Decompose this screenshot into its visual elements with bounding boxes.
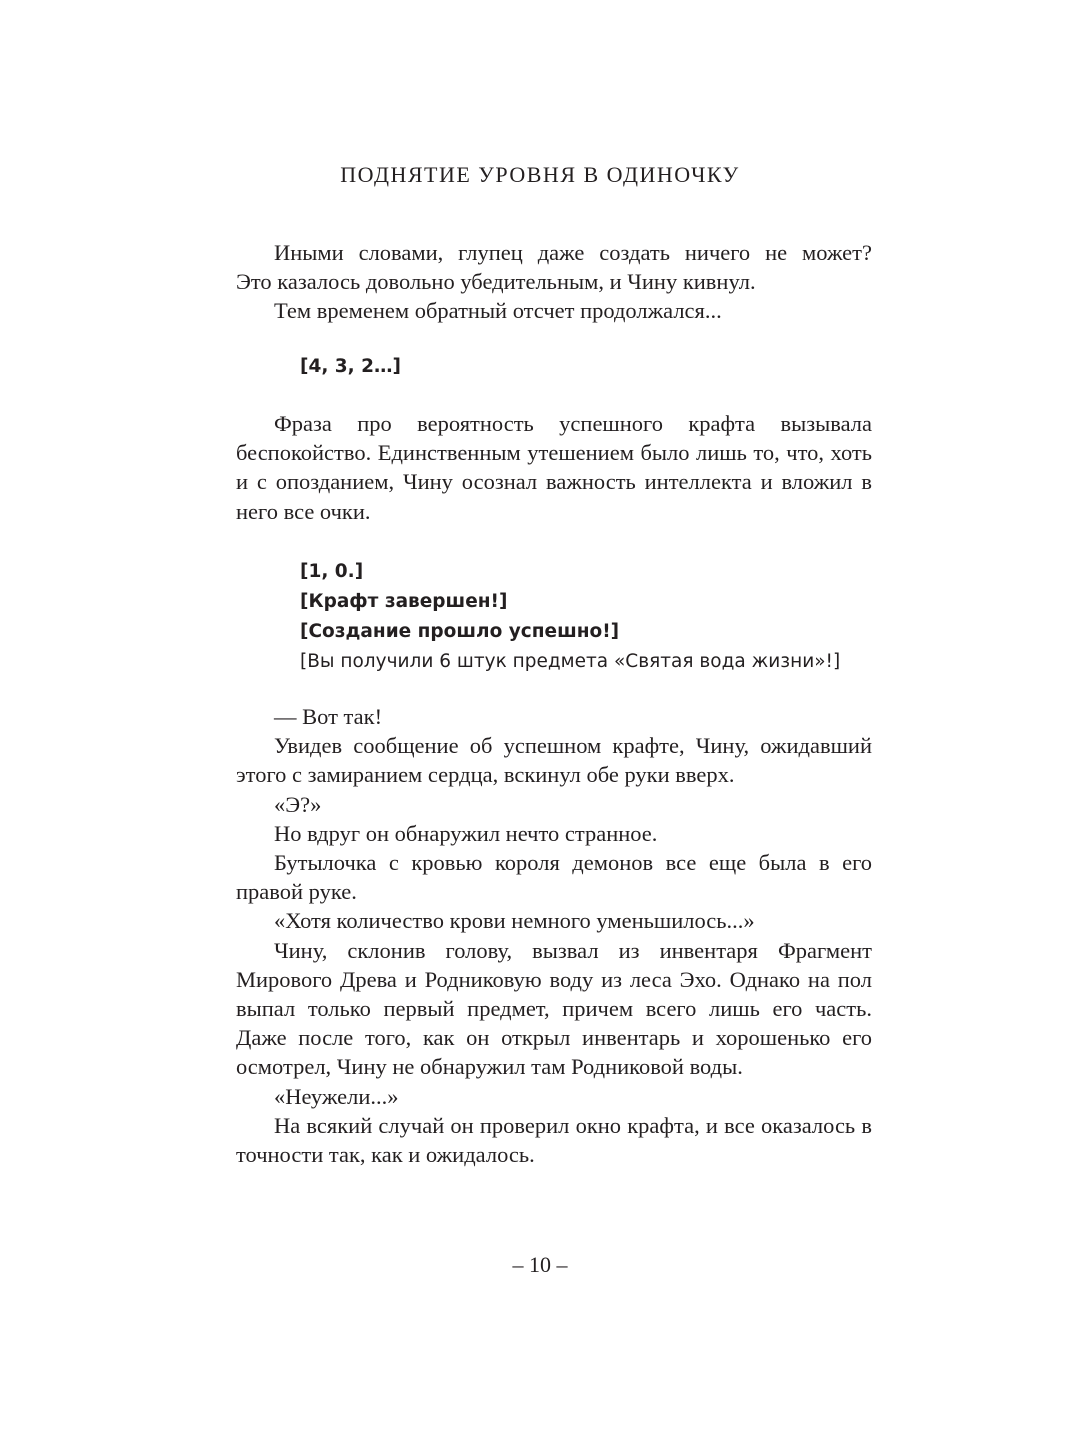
system-line: [Создание прошло успешно!]	[300, 621, 620, 642]
text-block-probability	[236, 409, 872, 526]
paragraph: Фраза про вероятность успешного крафта вызывала беспокойство. Единственным утешением было лишь то, что, хоть и с опозданием, Чину осознал важность интеллекта и вложил в него все очки.	[236, 411, 872, 524]
paragraph: На всякий случай он проверил окно крафта, и все оказалось в точности так, как и ожидалось.	[236, 1112, 872, 1168]
paragraph: Тем временем обратный отсчет продолжался...	[274, 298, 722, 324]
paragraph: Иными словами, глупец даже создать ничего не может?	[274, 240, 872, 265]
text-block-story	[236, 702, 872, 1169]
system-line: [1, 0.]	[300, 561, 364, 582]
system-message-countdown	[300, 352, 401, 382]
running-header: ПОДНЯТИЕ УРОВНЯ В ОДИНОЧКУ	[340, 162, 740, 187]
paragraph: «Э?»	[274, 791, 322, 817]
paragraph: — Вот так!	[274, 704, 383, 729]
paragraph: Это казалось довольно убедительным, и Чину кивнул.	[236, 269, 756, 295]
paragraph: Чину, склонив голову, вызвал из инвентаря Фрагмент Мирового Древа и Родниковую воду из леса Эхо. Однако на пол выпал только первый предмет, причем всего лишь его часть. Даже после того, как он открыл инвентарь и хорошенько его осмотрел, Чину не обнаружил там Родниковой воды.	[236, 937, 872, 1080]
text-block-intro	[236, 238, 872, 326]
paragraph: «Неужели...»	[274, 1083, 399, 1109]
page-number: – 10 –	[512, 1252, 568, 1277]
paragraph: Бутылочка с кровью короля демонов все еще была в его правой руке.	[236, 850, 872, 905]
paragraph: Увидев сообщение об успешном крафте, Чину, ожидавший этого с замиранием сердца, вскинул обе руки вверх.	[236, 733, 872, 788]
system-line: [Крафт завершен!]	[300, 591, 508, 612]
paragraph: Но вдруг он обнаружил нечто странное.	[274, 820, 658, 846]
system-message-craft	[300, 557, 840, 677]
system-line: [Вы получили 6 штук предмета «Святая вода жизни»!]	[300, 651, 841, 672]
paragraph: «Хотя количество крови немного уменьшилось...»	[274, 908, 755, 934]
system-line: [4, 3, 2…]	[300, 356, 401, 377]
